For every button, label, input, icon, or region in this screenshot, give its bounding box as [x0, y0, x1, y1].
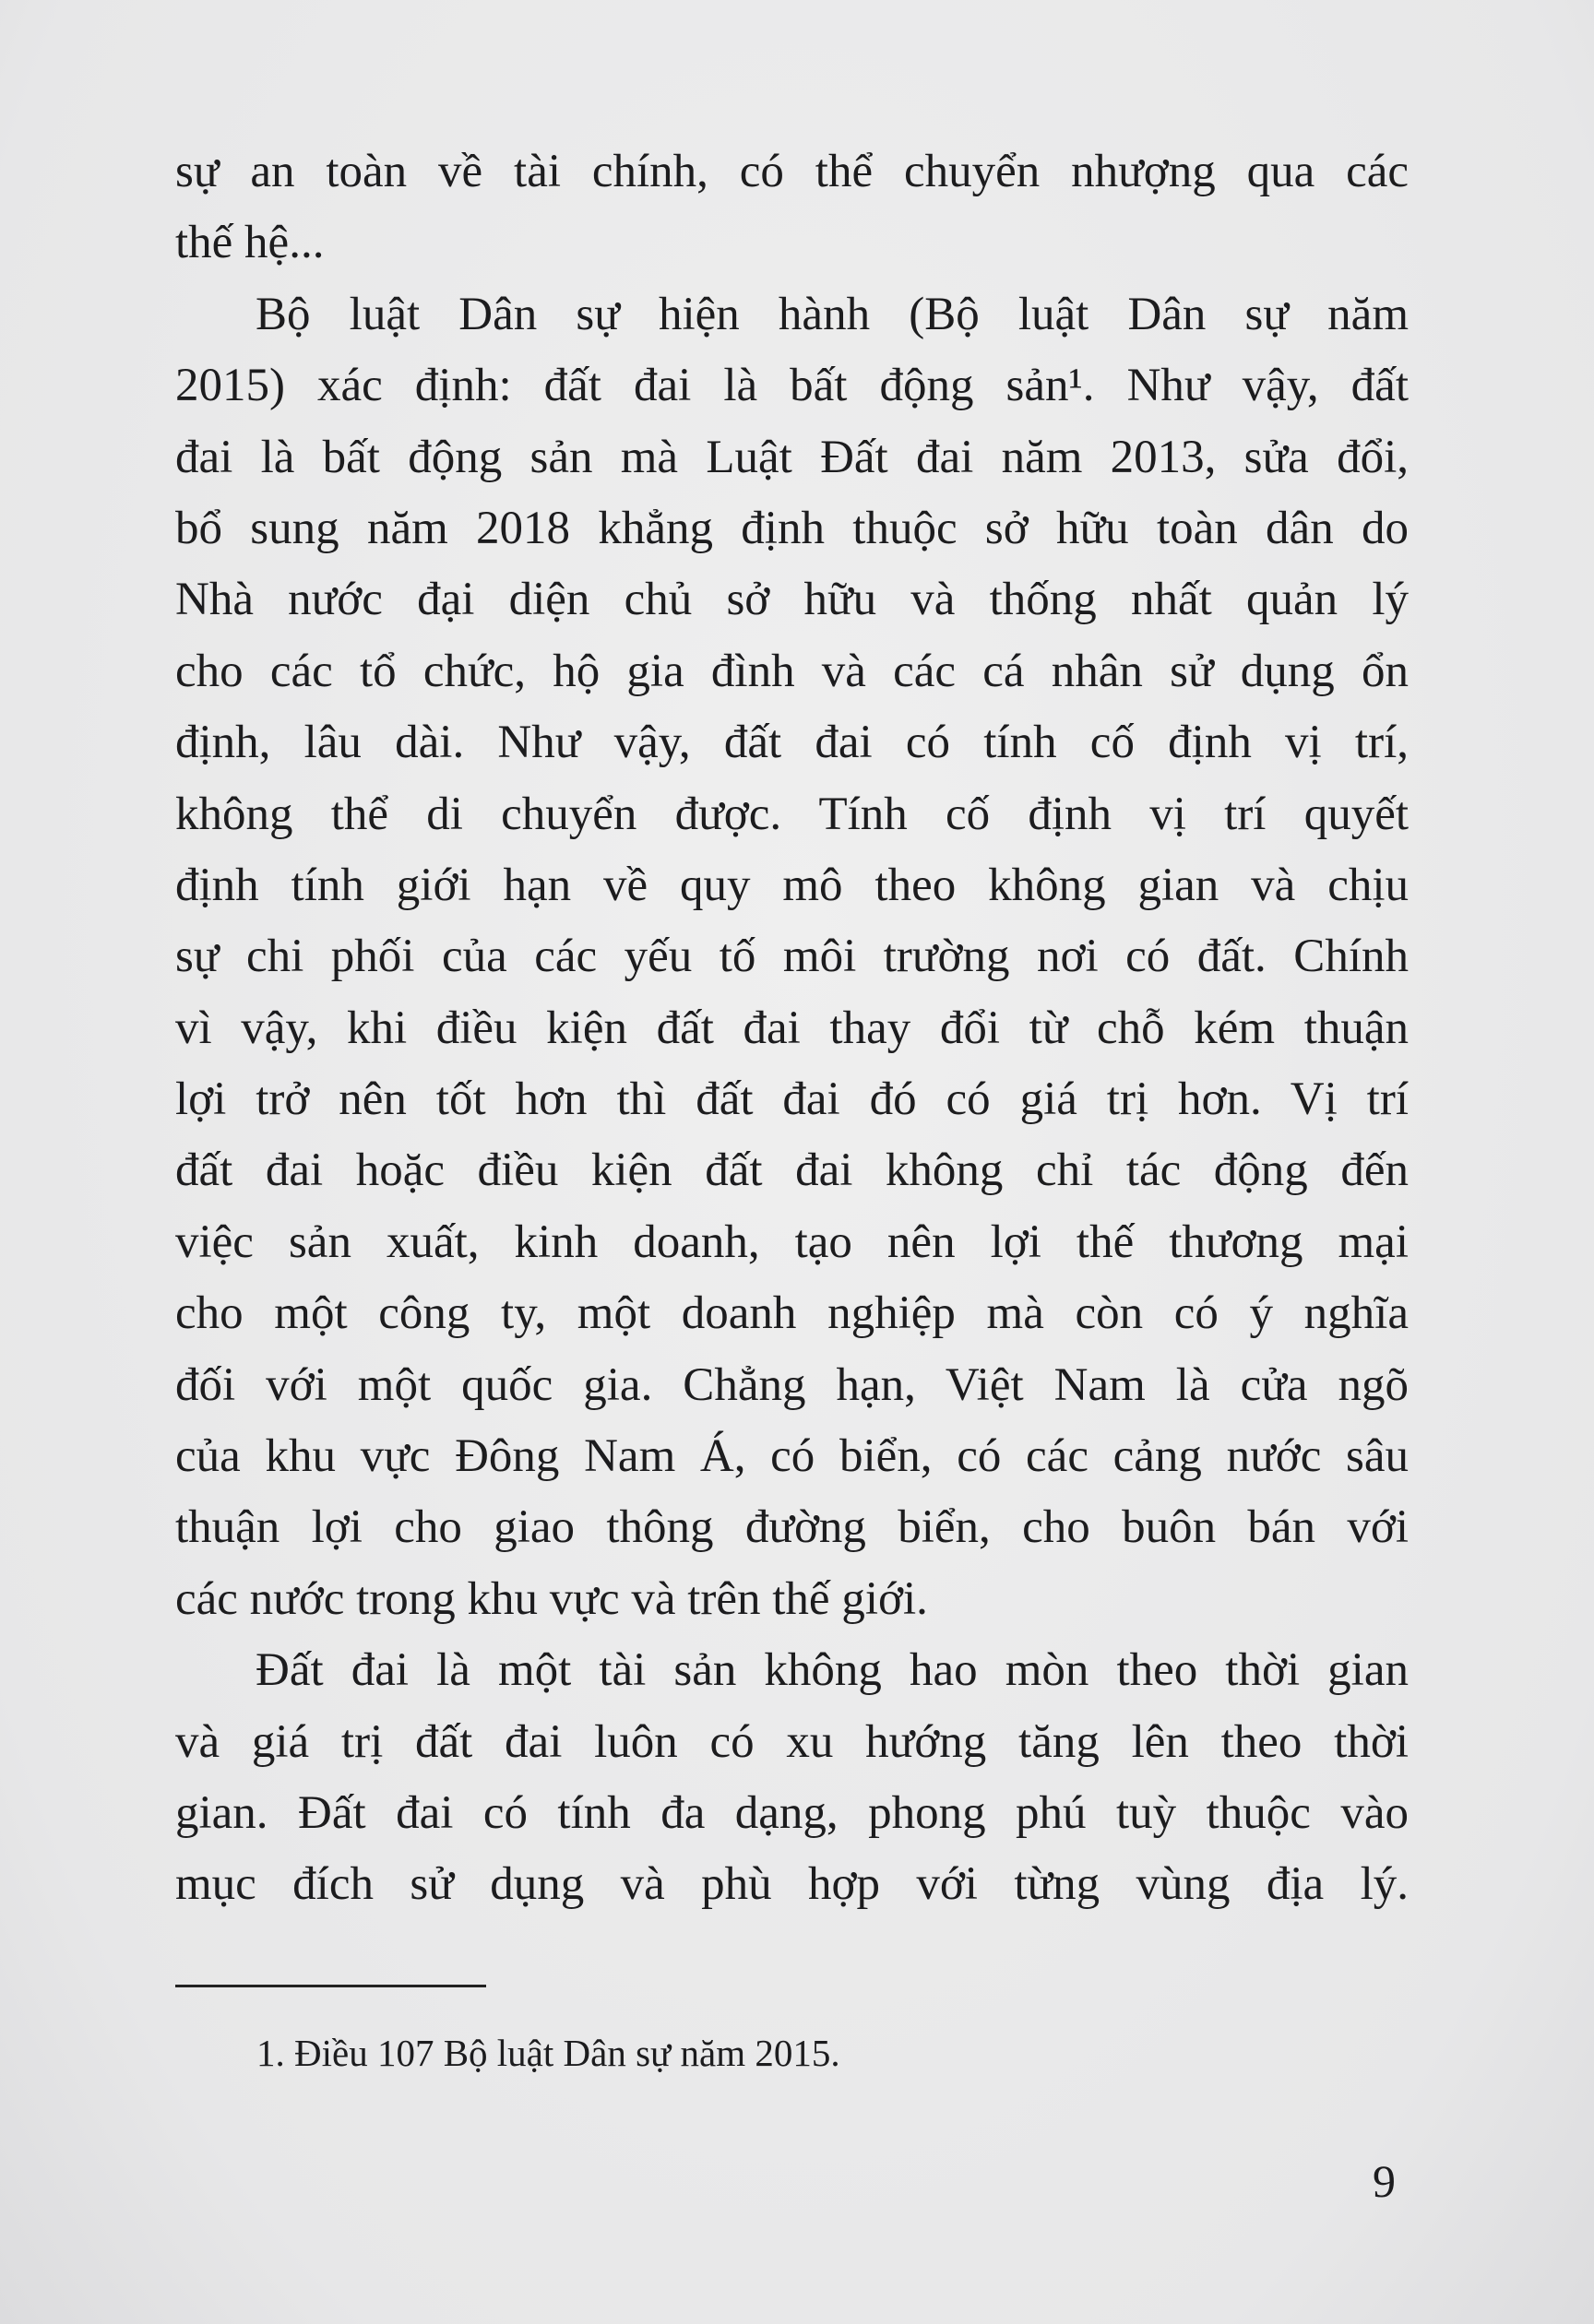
text-line: của khu vực Đông Nam Á, có biển, có các cảng nước sâu: [175, 1430, 1409, 1483]
text-line: định tính giới hạn về quy mô theo không gian và chịu: [175, 859, 1409, 911]
text-line: Bộ luật Dân sự hiện hành (Bộ luật Dân sự năm: [256, 288, 1409, 340]
text-line: cho các tổ chức, hộ gia đình và các cá nhân sử dụng ổn: [175, 645, 1409, 697]
text-line: Đất đai là một tài sản không hao mòn theo thời gian: [256, 1644, 1409, 1697]
paragraph: [175, 1635, 1409, 1921]
text-line: mục đích sử dụng và phù hợp với từng vùng địa lý.: [175, 1858, 1409, 1911]
text-line: không thể di chuyển được. Tính cố định vị trí quyết: [175, 788, 1409, 840]
text-line: sự an toàn về tài chính, có thể chuyển nhượng qua các: [175, 146, 1409, 197]
text-line: 2015) xác định: đất đai là bất động sản¹. Như vậy, đất: [175, 360, 1409, 412]
text-line: việc sản xuất, kinh doanh, tạo nên lợi thế thương mại: [175, 1215, 1409, 1268]
text-line: đất đai hoặc điều kiện đất đai không chỉ tác động đến: [175, 1144, 1409, 1197]
text-line: Nhà nước đại diện chủ sở hữu và thống nhất quản lý: [175, 574, 1409, 626]
text-line: đối với một quốc gia. Chẳng hạn, Việt Nam là cửa ngõ: [175, 1358, 1409, 1411]
footnote-divider: [175, 1985, 486, 1987]
text-line: vì vậy, khi điều kiện đất đai thay đổi từ chỗ kém thuận: [175, 1002, 1409, 1054]
footnote: 1. Điều 107 Bộ luật Dân sự năm 2015.: [256, 2032, 840, 2074]
text-line: định, lâu dài. Như vậy, đất đai có tính cố định vị trí,: [175, 717, 1409, 769]
paragraph: [175, 279, 1409, 1635]
text-line: các nước trong khu vực và trên thế giới.: [175, 1572, 928, 1625]
text-line: thế hệ...: [175, 217, 325, 269]
text-line: gian. Đất đai có tính đa dạng, phong phú tuỳ thuộc vào: [175, 1786, 1409, 1839]
text-line: bổ sung năm 2018 khẳng định thuộc sở hữu toàn dân do: [175, 502, 1409, 554]
text-line: lợi trở nên tốt hơn thì đất đai đó có giá trị hơn. Vị trí: [175, 1073, 1409, 1126]
text-line: và giá trị đất đai luôn có xu hướng tăng lên theo thời: [175, 1715, 1409, 1768]
text-line: thuận lợi cho giao thông đường biển, cho buôn bán với: [175, 1501, 1409, 1554]
paragraph: [175, 136, 1409, 279]
body-text: [175, 136, 1409, 1921]
text-line: đai là bất động sản mà Luật Đất đai năm 2013, sửa đổi,: [175, 431, 1409, 483]
text-line: cho một công ty, một doanh nghiệp mà còn có ý nghĩa: [175, 1287, 1409, 1340]
text-line: sự chi phối của các yếu tố môi trường nơi có đất. Chính: [175, 931, 1409, 983]
page-number: 9: [1373, 2155, 1396, 2207]
